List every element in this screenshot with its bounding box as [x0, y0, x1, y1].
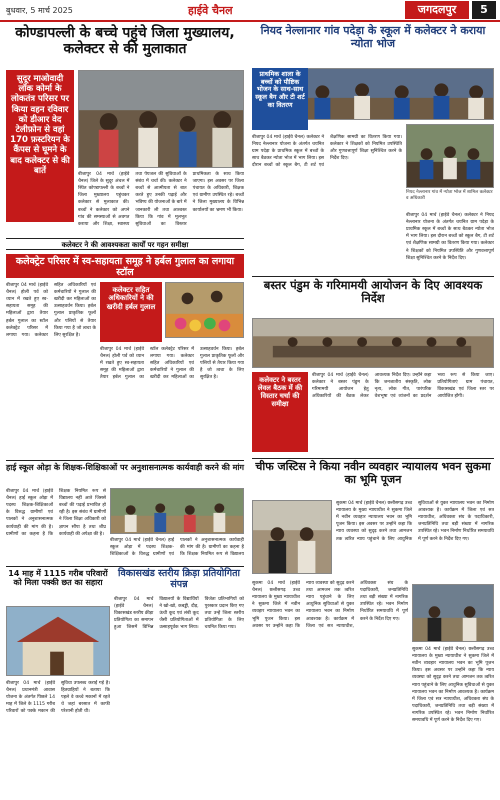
- story3-body-cont: बीजापुर 04 मार्च (हाईवे चैनल) होली पर्व को ध्यान में रखते हुए स्व-सहायता समूह की महिलाओं द्वारा तैयार हर्बल गुलाल का स्टॉल कलेक्ट्रेट परिसर में लगाया गया। कलेक्टर सहित अधिकारियों एवं कर्मचारियों ने गुलाल की खरीदी कर महिलाओं का उत्साहवर्धन किया। हर्बल गुलाल प्राकृतिक फूलों और पत्तियों से तैयार किया गया है जो त्वचा के लिए सुरक्षित है।: [100, 347, 244, 381]
- story3-headline: कलेक्ट्रेट परिसर में स्व-सहायता समूह ने हर्बल गुलाल का लगाया स्टॉल: [6, 254, 244, 278]
- story1-headline: कोण्डापल्ली के बच्चे पहुंचे जिला मुख्यालय, कलेक्टर से की मुलाकात: [15, 25, 235, 58]
- divider: [6, 460, 244, 461]
- story5-photo: [110, 488, 244, 534]
- story1-photo: [78, 70, 244, 168]
- divider: [252, 458, 494, 459]
- story3-body: बीजापुर 04 मार्च (हाईवे चैनल) होली पर्व को ध्यान में रखते हुए स्व-सहायता समूह की महिलाओं द्वारा तैयार हर्बल गुलाल का स्टॉल कलेक्ट्रेट परिसर में लगाया गया। कलेक्टर सहित अधिकारियों एवं कर्मचारियों ने गुलाल की खरीदी कर महिलाओं का उत्साहवर्धन किया। हर्बल गुलाल प्राकृतिक फूलों और पत्तियों से तैयार किया गया है जो त्वचा के लिए सुरक्षित है।: [6, 283, 96, 338]
- divider: [6, 566, 244, 567]
- story3-sidebar: कलेक्टर सहित अधिकारियों ने की खरीदी हर्बल गुलाल: [100, 282, 162, 342]
- story3-photo: [165, 282, 244, 338]
- story6-photo: [252, 500, 332, 574]
- story2-sidebar: प्राथमिक शाला के बच्चों को पौष्टिक भोजन के साथ-साथ स्कूल बैग और टी शर्ट का वितरण: [252, 68, 308, 130]
- story2-body: बीजापुर 04 मार्च (हाईवे चैनल) कलेक्टर ने नियद नेल्लानार योजना के अंतर्गत चयनित ग्राम पदेड़ा के प्राथमिक स्कूल में बच्चों के साथ बैठकर न्योता भोज में भाग लिया। इस दौरान बच्चों को स्कूल बैग, टी शर्ट एवं शैक्षणिक सामग्री का वितरण किया गया। कलेक्टर ने शिक्षकों को नियमित उपस्थिति और गुणवत्तापूर्ण शिक्षा सुनिश्चित करने के निर्देश दिए।: [252, 135, 402, 169]
- story5-body-cont: बीजापुर 04 मार्च (हाईवे चैनल) हाई स्कूल ओड़ा में पदस्थ शिक्षक-शिक्षिकाओं के विरुद्ध ग्रामीणों एवं पालकों ने अनुशासनात्मक कार्यवाही की मांग की है। ग्रामीणों का कहना है कि शिक्षक नियमित रूप से विद्यालय: [110, 538, 244, 558]
- divider: [252, 276, 494, 277]
- story5-headline: हाई स्कूल ओड़ा के शिक्षक-शिक्षिकाओं पर अनुशासनात्मक कार्यवाही करने की मांग: [6, 463, 244, 472]
- story4-photo: [252, 318, 494, 368]
- story8-body: बीजापुर 04 मार्च (हाईवे चैनल) विकासखंड स्तरीय क्रीड़ा प्रतियोगिता का समापन हुआ जिसमें विभिन्न विद्यालयों के विद्यार्थियों ने खो-खो, कबड्डी, दौड़, ऊंची कूद एवं लंबी कूद जैसी प्रतियोगिताओं में उत्साहपूर्वक भाग लिया। विजेता प्रतिभागियों को पुरस्कार प्रदान किए गए तथा उन्हें जिला स्तरीय प्रतियोगिता के लिए चयनित किया गया।: [114, 597, 244, 631]
- masthead: [0, 0, 500, 22]
- page-number: 5: [472, 1, 496, 19]
- story5-body: बीजापुर 04 मार्च (हाईवे चैनल) हाई स्कूल ओड़ा में पदस्थ शिक्षक-शिक्षिकाओं के विरुद्ध ग्रामीणों एवं पालकों ने अनुशासनात्मक कार्यवाही की मांग की है। ग्रामीणों का कहना है कि शिक्षक नियमित रूप से विद्यालय नहीं आते जिससे बच्चों की पढ़ाई प्रभावित हो रही है। इस संबंध में ग्रामीणों ने जिला शिक्षा अधिकारी को ज्ञापन सौंपा है तथा शीघ्र कार्यवाही की अपेक्षा की है।: [6, 489, 106, 537]
- story1-body: बीजापुर 04 मार्च (हाईवे चैनल) जिले के सुदूर अंचल में स्थित कोण्डापल्ली के बच्चों ने जिला मुख्यालय पहुंचकर कलेक्टर से मुलाकात की। बच्चों ने कलेक्टर को अपने गांव की समस्याओं से अवगत कराया और शिक्षा, स्वास्थ्य तथा पेयजल की सुविधाओं के संबंध में चर्चा की। कलेक्टर ने बच्चों से आत्मीयता से बात करते हुए उनकी पढ़ाई और भविष्य की योजनाओं के बारे में जानकारी ली तथा आश्वस्त किया कि गांव में मूलभूत सुविधाओं का विस्तार प्राथमिकता के साथ किया जाएगा। इस अवसर पर जिला पंचायत के अधिकारी, शिक्षक एवं ग्रामीण उपस्थित रहे। बच्चों ने जिला मुख्यालय के विभिन्न कार्यालयों का भ्रमण भी किया।: [78, 172, 244, 227]
- story4-sidebar: कलेक्टर ने बस्तर लेवल बैठक में की विस्तार चर्चा की समीक्षा: [252, 372, 308, 452]
- story2-body-cont: बीजापुर 04 मार्च (हाईवे चैनल) कलेक्टर ने नियद नेल्लानार योजना के अंतर्गत चयनित ग्राम पदेड़ा के प्राथमिक स्कूल में बच्चों के साथ बैठकर न्योता भोज में भाग लिया। इस दौरान बच्चों को स्कूल बैग, टी शर्ट एवं शैक्षणिक सामग्री का वितरण किया गया। कलेक्टर ने शिक्षकों को नियमित उपस्थिति और गुणवत्तापूर्ण शिक्षा सुनिश्चित करने के निर्देश दिए।: [406, 213, 494, 261]
- story7-photo: [6, 606, 110, 676]
- story4-body: बीजापुर 04 मार्च (हाईवे चैनल) कलेक्टर ने बस्तर पंडुम के गरिमामयी आयोजन हेतु अधिकारियों की बैठक लेकर आवश्यक निर्देश दिए। उन्होंने कहा कि जनजातीय संस्कृति, लोक नृत्य, लोक गीत, पारंपरिक वेशभूषा एवं व्यंजनों का प्रदर्शन भव्य रूप से किया जाए। प्रतियोगिताएं ग्राम पंचायत, विकासखंड एवं जिला स्तर पर आयोजित होंगी।: [312, 373, 494, 400]
- story4-headline: बस्तर पंडुम के गरिमामयी आयोजन के दिए आवश्यक निर्देश: [263, 278, 483, 306]
- story6-body-cont: सुकमा 04 मार्च (हाईवे चैनल) छत्तीसगढ़ उच्च न्यायालय के मुख्य न्यायाधीश ने सुकमा जिले में नवीन व्यवहार न्यायालय भवन का भूमि पूजन किया। इस अवसर पर उन्होंने कहा कि न्याय व्यवस्था को सुदृढ़ करने तथा आमजन तक त्वरित न्याय पहुंचाने के लिए आधुनिक सुविधाओं से युक्त न्यायालय भवन का निर्माण आवश्यक है। कार्यक्रम में जिला एवं सत्र न्यायाधीश, अधिवक्ता संघ के पदाधिकारी, जनप्रतिनिधि तथा बड़ी संख्या में नागरिक उपस्थित रहे। भवन निर्माण निर्धारित समयावधि में पूर्ण करने के निर्देश दिए गए।: [252, 581, 408, 629]
- story7-body: बीजापुर 04 मार्च (हाईवे चैनल) प्रधानमंत्री आवास योजना के अंतर्गत पिछले 14 माह में जिले के 1115 गरीब परिवारों को पक्के मकान की सुविधा उपलब्ध कराई गई है। हितग्राहियों ने बताया कि पहले वे कच्चे मकानों में रहते थे जहां बरसात में काफी परेशानी होती थी।: [6, 681, 110, 715]
- story6-headline: चीफ जस्टिस ने किया नवीन व्यवहार न्यायालय भवन सुकमा का भूमि पूजन: [255, 460, 491, 486]
- story7-headline: 14 माह में 1115 गरीब परिवारों को मिला पक्की छत का सहारा: [8, 569, 108, 588]
- story8-headline: विकासखंड स्तरीय क्रिड़ा प्रतियोगिता संपन्न: [118, 568, 240, 590]
- story6-photo2: [412, 584, 494, 642]
- story1-sidebar: सुदूर माओवादी लॉक कोर्मा के लोकतंत्र परिसर पर किया वहन रविवार को डीआर वेद टेलीफ़ोन से वहां 170 फ़स्टरियन के कैंपस से घूमने के बाद कलेक्टर से की बातें: [6, 70, 74, 222]
- story2-caption: नियद नेल्लानार गांव में न्योता भोज में शामिल कलेक्टर व अधिकारी: [406, 190, 493, 201]
- story6-body-end: सुकमा 04 मार्च (हाईवे चैनल) छत्तीसगढ़ उच्च न्यायालय के मुख्य न्यायाधीश ने सुकमा जिले में नवीन व्यवहार न्यायालय भवन का भूमि पूजन किया। इस अवसर पर उन्होंने कहा कि न्याय व्यवस्था को सुदृढ़ करने तथा आमजन तक त्वरित न्याय पहुंचाने के लिए आधुनिक सुविधाओं से युक्त न्यायालय भवन का निर्माण आवश्यक है। कार्यक्रम में जिला एवं सत्र न्यायाधीश, अधिवक्ता संघ के पदाधिकारी, जनप्रतिनिधि तथा बड़ी संख्या में नागरिक उपस्थित रहे। भवन निर्माण निर्धारित समयावधि में पूर्ण करने के निर्देश दिए गए।: [412, 647, 494, 724]
- story2-headline: नियद नेल्लानार गांव पदेड़ा के स्कूल में कलेक्टर ने कराया न्योता भोज: [260, 24, 486, 50]
- paper-name: हाईवे चैनल: [188, 4, 233, 17]
- story2-photo2: [406, 124, 494, 188]
- issue-date: बुधवार, 5 मार्च 2025: [6, 6, 73, 15]
- story6-body: सुकमा 04 मार्च (हाईवे चैनल) छत्तीसगढ़ उच्च न्यायालय के मुख्य न्यायाधीश ने सुकमा जिले में नवीन व्यवहार न्यायालय भवन का भूमि पूजन किया। इस अवसर पर उन्होंने कहा कि न्याय व्यवस्था को सुदृढ़ करने तथा आमजन तक त्वरित न्याय पहुंचाने के लिए आधुनिक सुविधाओं से युक्त न्यायालय भवन का निर्माण आवश्यक है। कार्यक्रम में जिला एवं सत्र न्यायाधीश, अधिवक्ता संघ के पदाधिकारी, जनप्रतिनिधि तथा बड़ी संख्या में नागरिक उपस्थित रहे। भवन निर्माण निर्धारित समयावधि में पूर्ण करने के निर्देश दिए गए।: [336, 501, 494, 542]
- city-tag: जगदलपुर: [405, 1, 469, 19]
- story1-subhead: कलेक्टर ने की आवश्यकता कार्यों पर गहन समीक्षा: [6, 238, 244, 250]
